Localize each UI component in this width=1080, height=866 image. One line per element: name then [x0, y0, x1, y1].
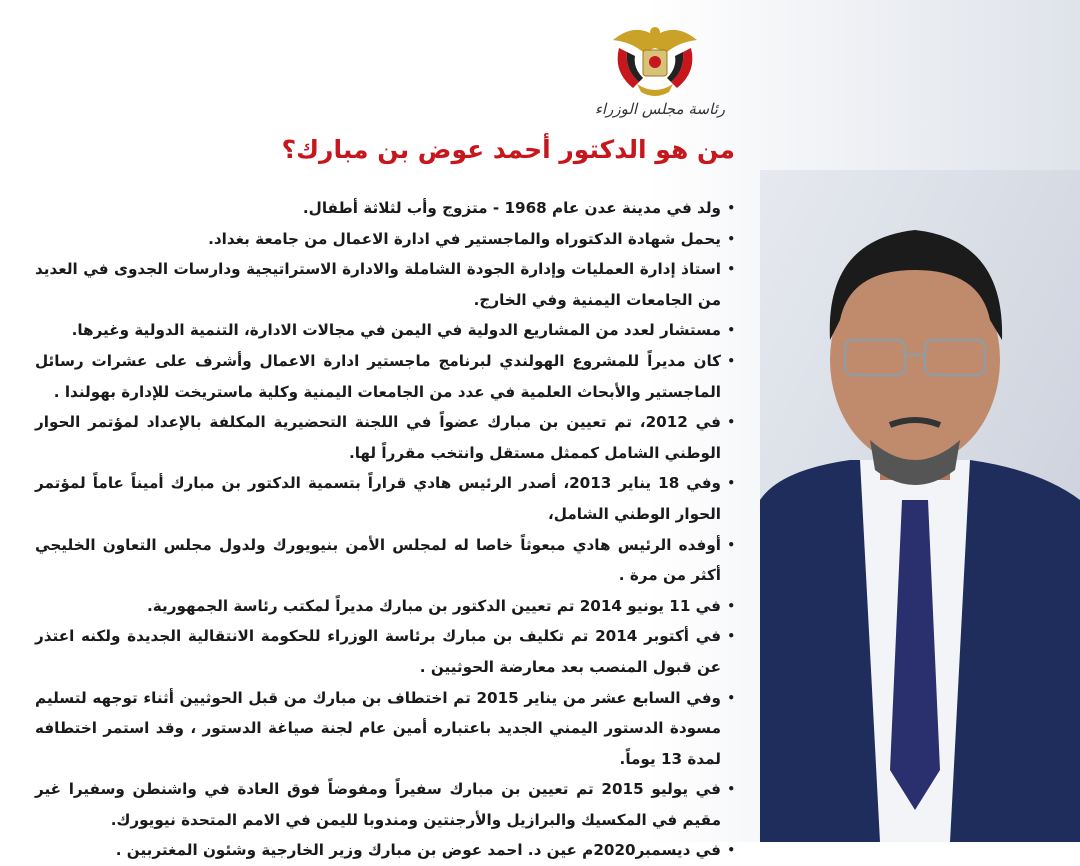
- bio-item: • في أكتوبر 2014 تم تكليف بن مبارك برئاسة الوزراء للحكومة الانتقالية الجديدة ولكنه اعتذر عن قبول المنصب بعد معارضة الحوثيين .: [35, 621, 735, 682]
- bio-item: • يحمل شهادة الدكتوراه والماجستير في ادارة الاعمال من جامعة بغداد.: [35, 224, 735, 255]
- bio-item: • وفي 18 يناير 2013، أصدر الرئيس هادي قراراً بتسمية الدكتور بن مبارك أميناً عاماً لمؤتمر الحوار الوطني الشامل،: [35, 468, 735, 529]
- bio-item: • في 11 يونيو 2014 تم تعيين الدكتور بن مبارك مديراً لمكتب رئاسة الجمهورية.: [35, 591, 735, 622]
- bio-item: • في 2012، تم تعيين بن مبارك عضواً في اللجنة التحضيرية المكلفة بالإعداد لمؤتمر الحوار الوطني الشامل كممثل مستقل وانتخب مقرراً لها.: [35, 407, 735, 468]
- yemen-emblem-logo: [605, 22, 705, 102]
- bio-item: • مستشار لعدد من المشاريع الدولية في اليمن في مجالات الادارة، التنمية الدولية وغيرها.: [35, 315, 735, 346]
- portrait-photo: [740, 170, 1080, 842]
- bio-item: • كان مديراً للمشروع الهولندي لبرنامج ماجستير ادارة الاعمال وأشرف على عشرات رسائل الماجستير والأبحاث العلمية في عدد من الجامعات اليمنية وكلية ماستريخت للإدارة بهولندا .: [35, 346, 735, 407]
- bio-item: • ولد في مدينة عدن عام 1968 - متزوج وأب لثلاثة أطفال.: [35, 193, 735, 224]
- page-title: من هو الدكتور أحمد عوض بن مبارك؟: [281, 135, 735, 164]
- bio-item: • أوفده الرئيس هادي مبعوثاً خاصا له لمجلس الأمن بنيويورك ولدول مجلس التعاون الخليجي أكثر من مرة .: [35, 530, 735, 591]
- bio-item: • في يوليو 2015 تم تعيين بن مبارك سفيراً ومفوضاً فوق العادة في واشنطن وسفيرا غير مقيم في المكسيك والبرازيل والأرجنتين ومندوبا لليمن في الامم المتحدة نيويورك.: [35, 774, 735, 835]
- bio-item: • وفي السابع عشر من يناير 2015 تم اختطاف بن مبارك من قبل الحوثيين أثناء توجهه لتسليم مسودة الدستور اليمني الجديد باعتباره أمين عام لجنة صياغة الدستور ، وقد استمر اختطافه لمدة 13 يوماً.: [35, 683, 735, 775]
- bio-list: [35, 193, 735, 866]
- cabinet-caption: رئاسة مجلس الوزراء: [594, 100, 725, 118]
- bio-item: • استاذ إدارة العمليات وإدارة الجودة الشاملة والادارة الاستراتيجية ودارسات الجدوى في العديد من الجامعات اليمنية وفي الخارج.: [35, 254, 735, 315]
- bio-item: • في ديسمبر2020م عين د. احمد عوض بن مبارك وزير الخارجية وشئون المغتربين .: [35, 835, 735, 866]
